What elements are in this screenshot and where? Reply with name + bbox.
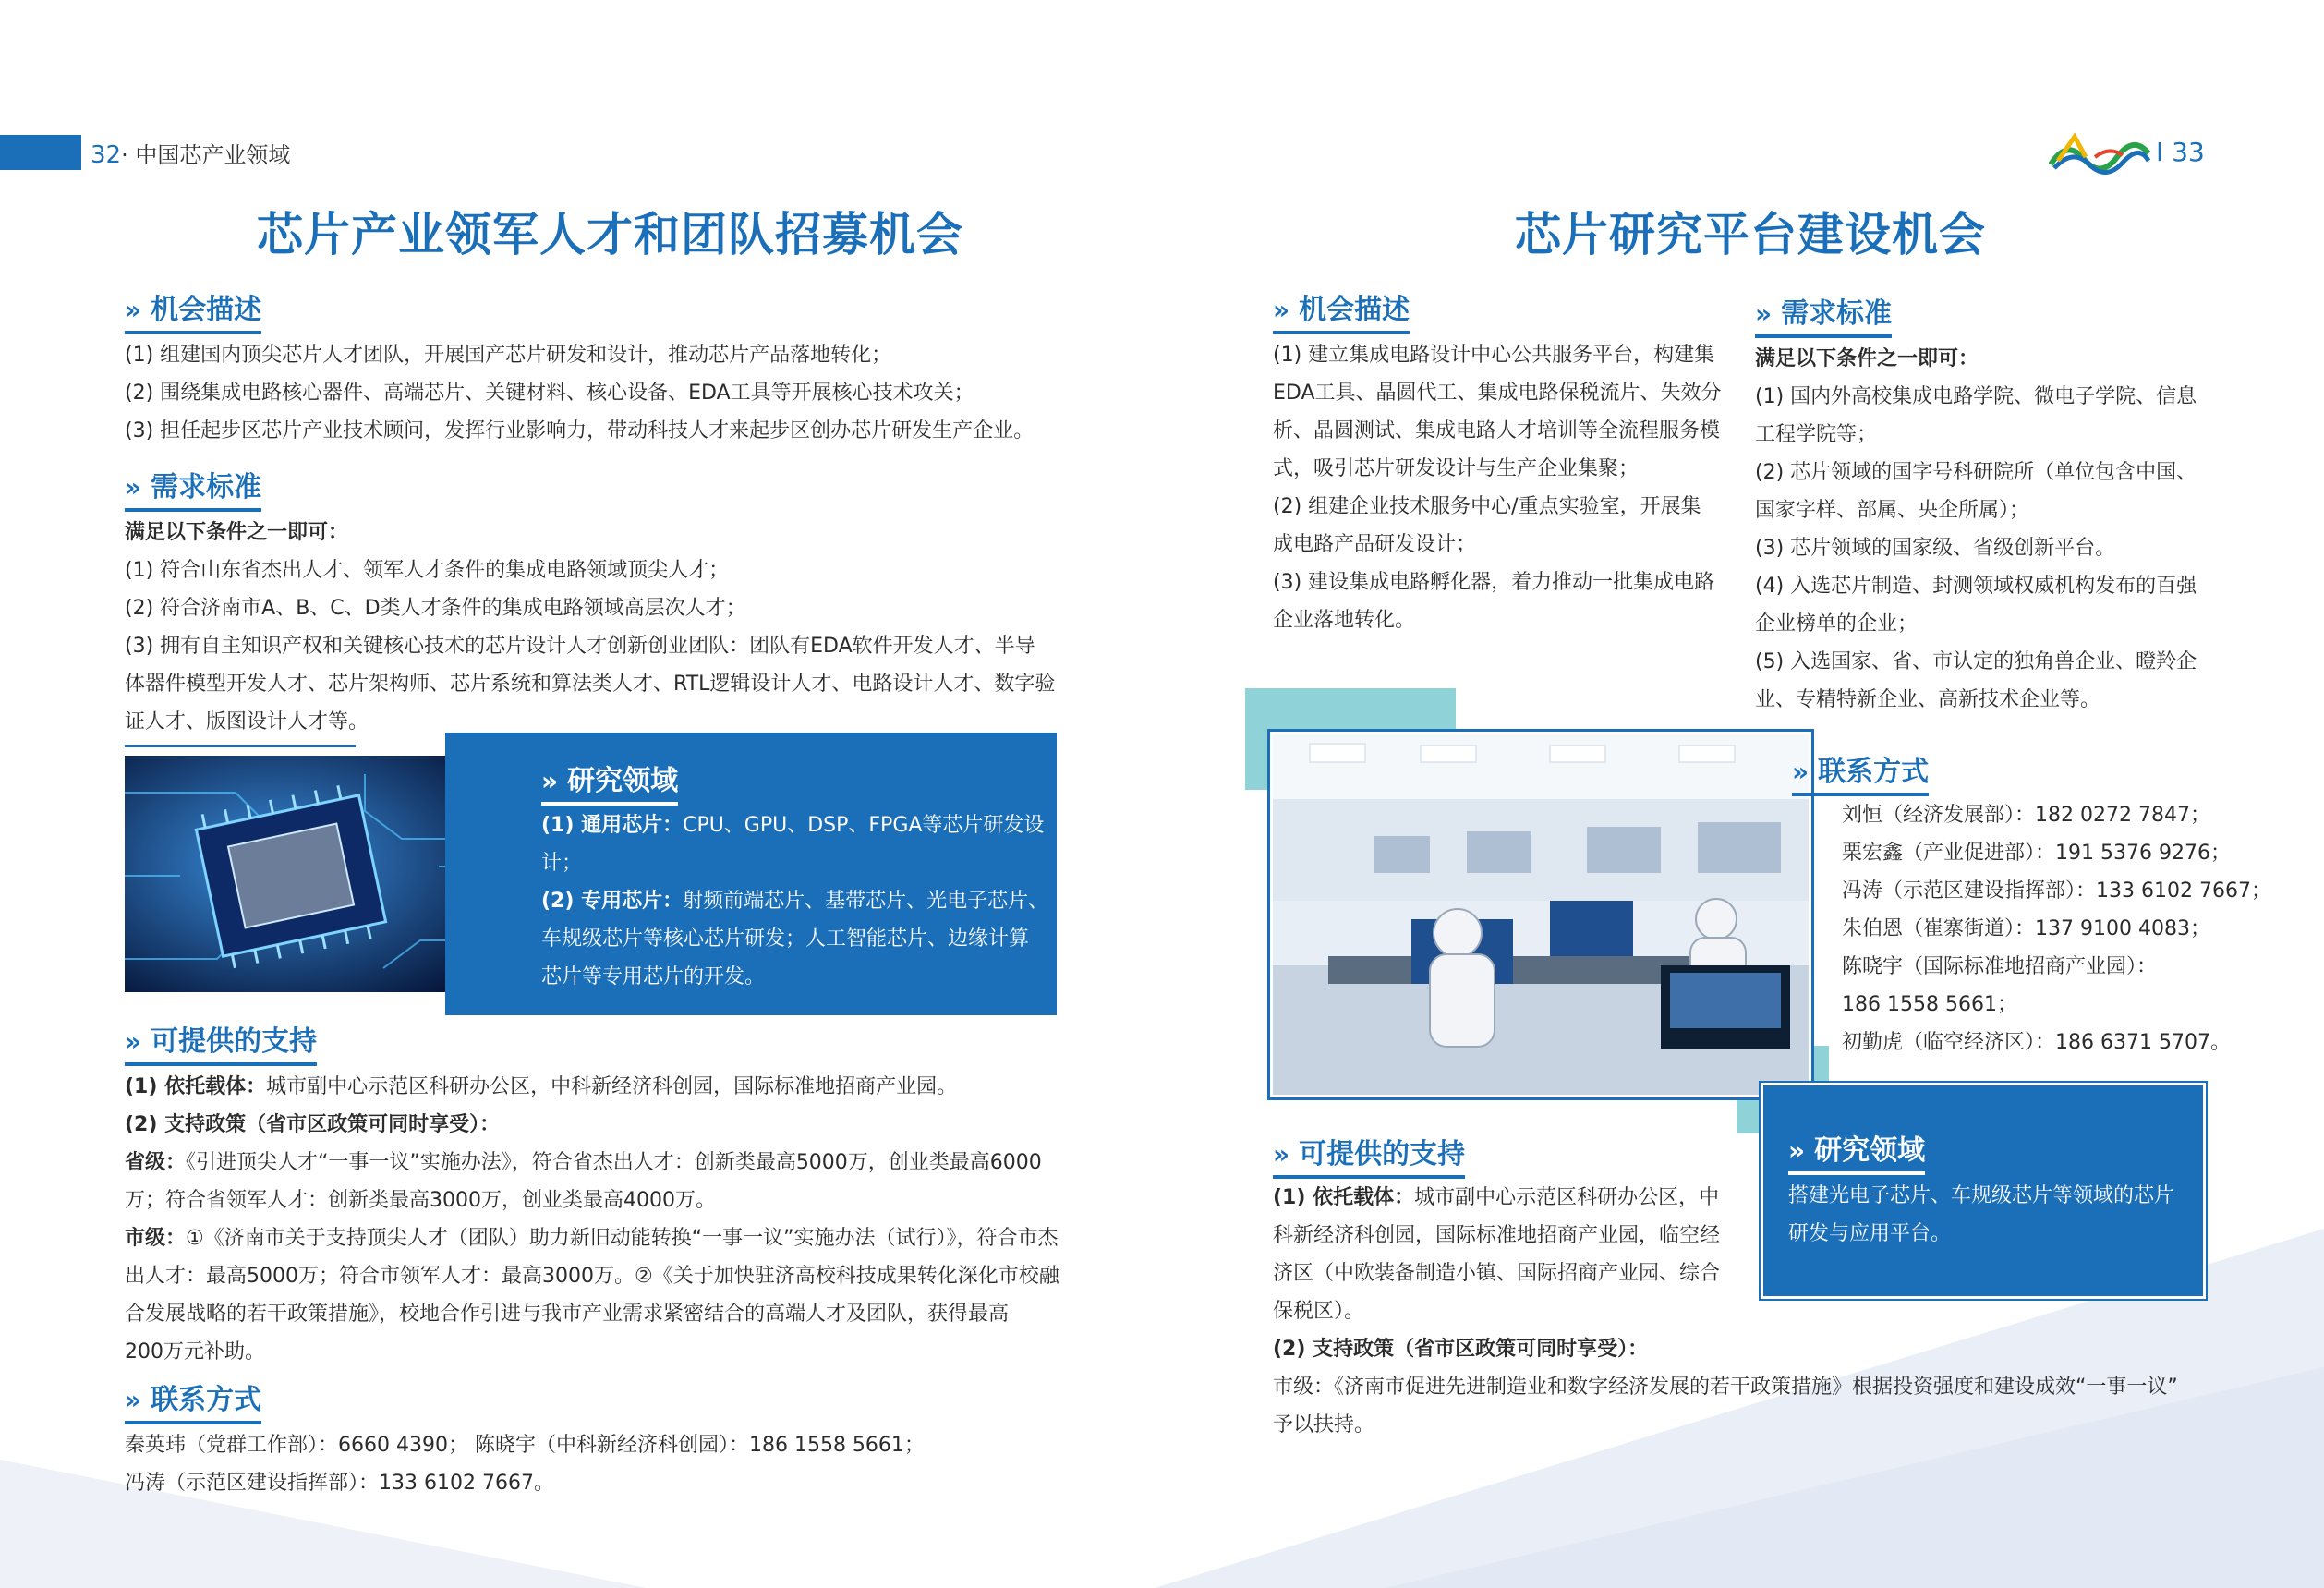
chevron-right-icon: »: [541, 766, 559, 796]
left-page-header: [91, 137, 290, 169]
chevron-right-icon: »: [1273, 1139, 1290, 1170]
right-research-heading: » 研究领域: [1788, 1127, 1925, 1175]
chevron-right-icon: »: [1792, 757, 1810, 787]
logo-wave-icon: [2049, 129, 2150, 176]
chevron-right-icon: »: [1273, 295, 1290, 325]
left-requirements-text: 满足以下条件之一即可： (1) 符合山东省杰出人才、领军人才条件的集成电路领域顶尖人才； (2) 符合济南市A、B、C、D类人才条件的集成电路领域高层次人才； (3) 拥有自主知识产权和关键核心技术的芯片设计人才创新创业团队：团队有EDA软件开发人才、半导 体器件模型开发人才、芯片架构师、芯片系统和算法类人才、RTL逻辑设计人才、电路设计人才、数字验 证人才、版图设计人才等。: [125, 521, 1056, 733]
image-accent-line: [125, 745, 356, 747]
left-contact-text: 秦英玮（党群工作部）：6660 4390； 陈晓宇（中科新经济科创园）：186 1558 5661； 冯涛（示范区建设指挥部）：133 6102 7667。: [125, 1434, 925, 1495]
left-support-heading: » 可提供的支持: [125, 1018, 317, 1066]
left-page-number: 32: [91, 141, 122, 169]
right-contact-text: 刘恒（经济发展部）：182 0272 7847； 栗宏鑫（产业促进部）：191 5376 9276； 冯涛（示范区建设指挥部）：133 6102 7667； 朱伯恩（崔寨街道）：137 9100 4083； 陈晓宇（国际标准地招商产业园）： 186 1558 5661； 初勤虎（临空经济区）：186 6371 5707。: [1842, 804, 2271, 1054]
right-opportunity-text: (1) 建立集成电路设计中心公共服务平台，构建集 EDA工具、晶圆代工、集成电路保税流片、失效分 析、晶圆测试、集成电路人才培训等全流程服务模 式，吸引芯片研发设计与生产企业集聚； (2) 组建企业技术服务中心/重点实验室，开展集 成电路产品研发设计； (3) 建设集成电路孵化器，着力推动一批集成电路 企业落地转化。: [1273, 344, 1722, 632]
left-research-heading: » 研究领域: [541, 758, 678, 806]
chevron-right-icon: »: [1788, 1135, 1806, 1166]
right-support-heading: » 可提供的支持: [1273, 1131, 1465, 1179]
right-requirements-text: 满足以下条件之一即可： (1) 国内外高校集成电路学院、微电子学院、信息 工程学院等； (2) 芯片领域的国字号科研院所（单位包含中国、 国家字样、部属、央企所属）； (3) 芯片领域的国家级、省级创新平台。 (4) 入选芯片制造、封测领域权威机构发布的百强 企业榜单的企业； (5) 入选国家、省、市认定的独角兽企业、瞪羚企 业、专精特新企业、高新技术企业等。: [1755, 347, 2197, 711]
left-requirements-heading: » 需求标准: [125, 464, 261, 512]
right-requirements-heading: » 需求标准: [1755, 290, 1892, 338]
left-opportunity-heading: » 机会描述: [125, 286, 261, 334]
header-accent-bar: [0, 135, 81, 170]
chevron-right-icon: »: [1755, 298, 1773, 329]
left-contact-heading: » 联系方式: [125, 1376, 261, 1424]
left-page-section: · 中国芯产业领域: [121, 142, 291, 168]
right-page-number: I 33: [2156, 137, 2205, 167]
left-support-text: (1) 依托载体：城市副中心示范区科研办公区，中科新经济科创园，国际标准地招商产业园。 (2) 支持政策（省市区政策可同时享受）： 省级：《引进顶尖人才“一事一议”实施办法》，符合省杰出人才：创新类最高5000万，创业类最高6000 万；符合省领军人才：创新类最高3000万，创业类最高4000万。 市级：①《济南市关于支持顶尖人才（团队）助力新旧动能转换“一事一议”实施办法（试行）》，符合市杰 出人才：最高5000万；符合市领军人才：最高3000万。②《关于加快驻济高校科技成果转化深化市校融 合发展战略的若干政策措施》，校地合作引进与我市产业需求紧密结合的高端人才及团队，获得最高 200万元补助。: [125, 1075, 1059, 1364]
left-page-title: 芯片产业领军人才和团队招募机会: [257, 208, 963, 261]
chevron-right-icon: »: [125, 1026, 142, 1057]
laboratory-image: [1273, 734, 1809, 1095]
right-support-text: (1) 依托载体：城市副中心示范区科研办公区，中 科新经济科创园，国际标准地招商产业园，临空经 济区（中欧装备制造小镇、国际招商产业园、综合 保税区）。 (2) 支持政策（省市区政策可同时享受）： 市级：《济南市促进先进制造业和数字经济发展的若干政策措施》根据投资强度和建设成效“一事一议” 予以扶持。: [1273, 1186, 2178, 1436]
right-research-text: 搭建光电子芯片、车规级芯片等领域的芯片 研发与应用平台。: [1788, 1184, 2175, 1245]
chevron-right-icon: »: [125, 472, 142, 503]
right-contact-heading: » 联系方式: [1792, 748, 1929, 796]
chevron-right-icon: »: [125, 1385, 142, 1415]
left-research-text: (1) 通用芯片：CPU、GPU、DSP、FPGA等芯片研发设 计； (2) 专用芯片：射频前端芯片、基带芯片、光电子芯片、 车规级芯片等核心芯片研发；人工智能芯片、边缘计算 芯片等专用芯片的开发。: [541, 814, 1049, 988]
right-page-title: 芯片研究平台建设机会: [1515, 208, 1986, 261]
left-opportunity-text: (1) 组建国内顶尖芯片人才团队，开展国产芯片研发和设计，推动芯片产品落地转化； (2) 围绕集成电路核心器件、高端芯片、关键材料、核心设备、EDA工具等开展核心技术攻关； (3) 担任起步区芯片产业技术顾问，发挥行业影响力，带动科技人才来起步区创办芯片研发生产企业。: [125, 344, 1035, 442]
chevron-right-icon: »: [125, 295, 142, 325]
right-opportunity-heading: » 机会描述: [1273, 286, 1410, 334]
